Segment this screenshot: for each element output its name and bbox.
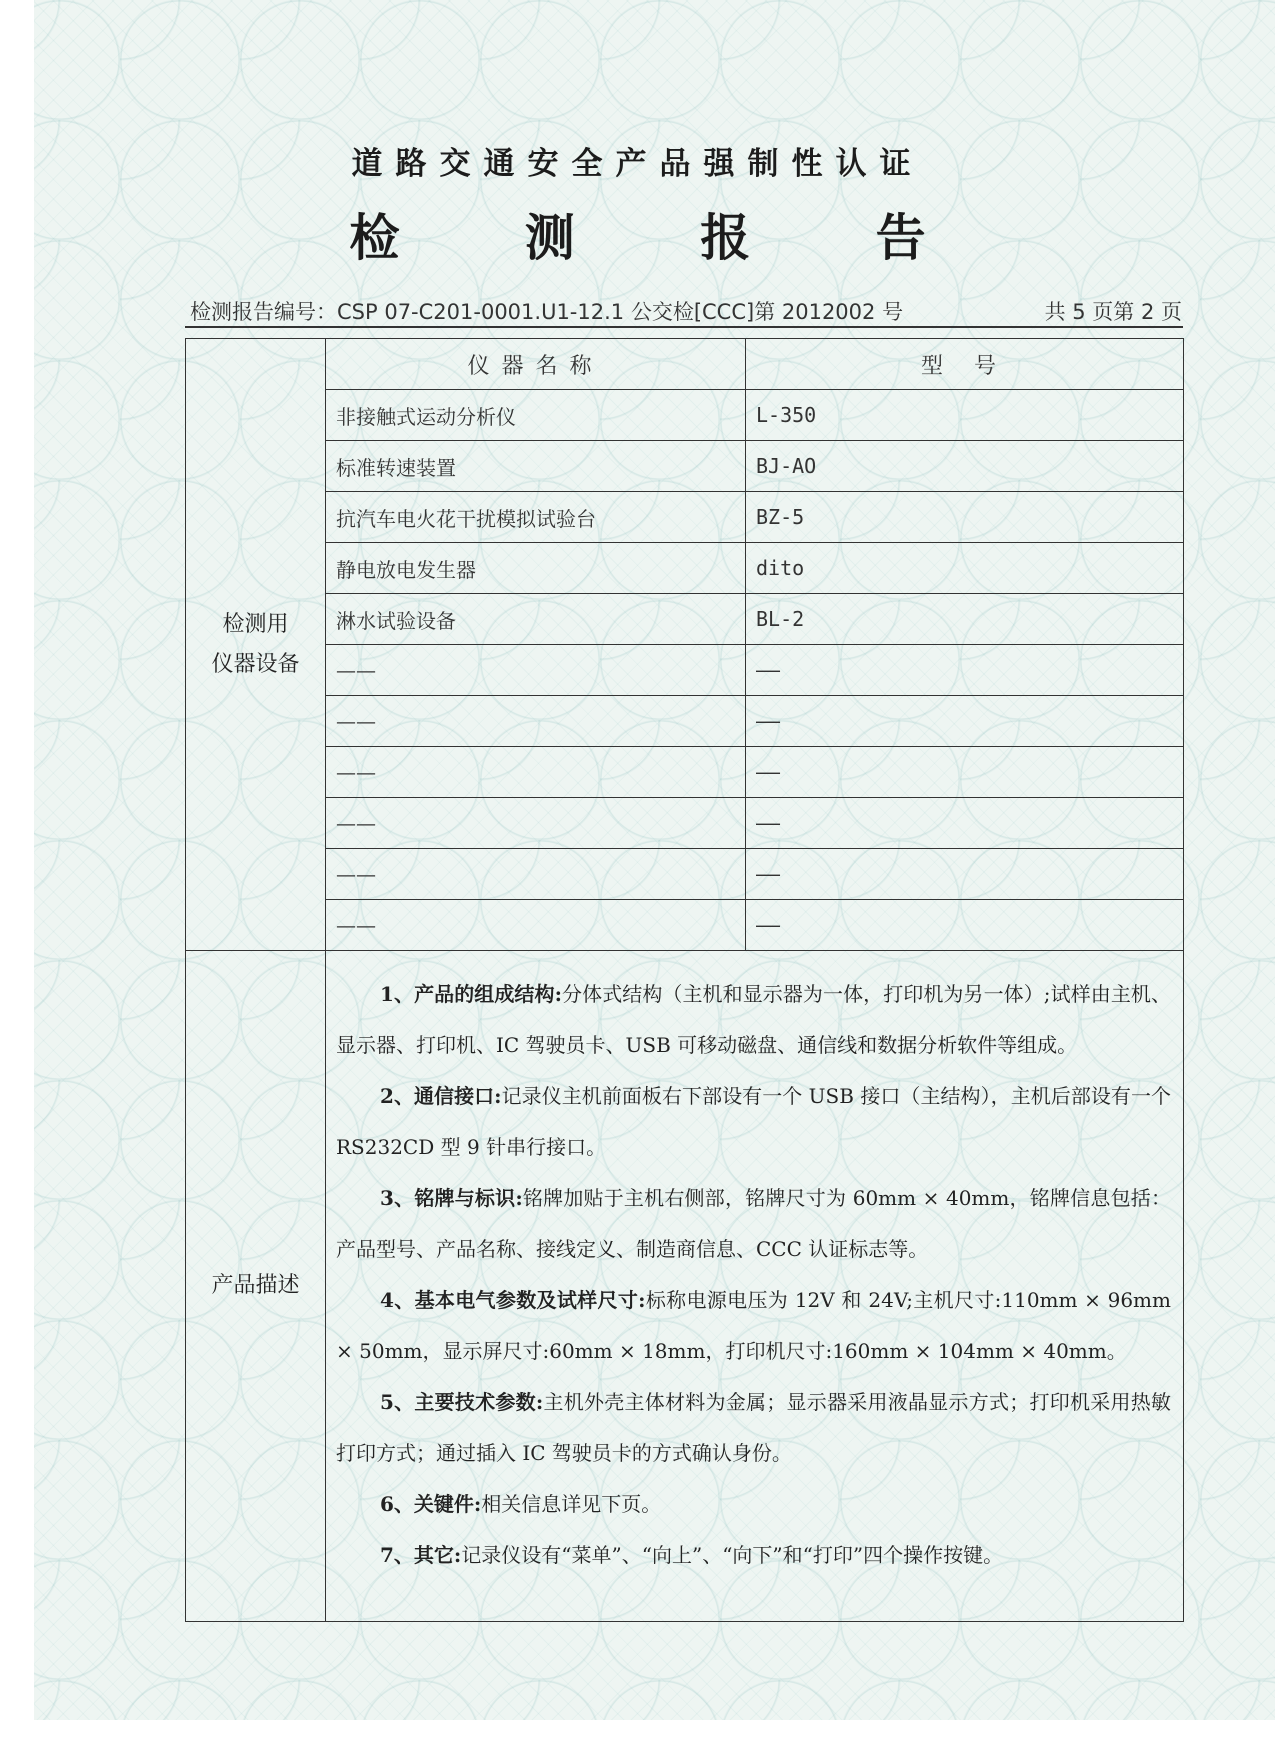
description-item-text: 标称电源电压为 12V 和 24V;主机尺寸:110mm × 96mm × 50mm，显示屏尺寸:60mm × 18mm，打印机尺寸:160mm × 104mm × 40mm。 [336, 1288, 1171, 1363]
equipment-name: —— [326, 900, 746, 951]
certification-title: 道路交通安全产品强制性认证 [351, 146, 924, 182]
equipment-name: 静电放电发生器 [326, 543, 746, 594]
description-item-heading: 7、其它: [380, 1543, 462, 1567]
description-item-text: 分体式结构（主机和显示器为一体，打印机为另一体）;试样由主机、显示器、打印机、IC 驾驶员卡、USB 可移动磁盘、通信线和数据分析软件等组成。 [336, 982, 1171, 1057]
description-item-text: 铭牌加贴于主机右侧部，铭牌尺寸为 60mm × 40mm，铭牌信息包括：产品型号、产品名称、接线定义、制造商信息、CCC 认证标志等。 [336, 1186, 1171, 1261]
equipment-header-row [186, 339, 1184, 390]
equipment-model: BL-2 [746, 594, 1184, 645]
description-item-heading: 3、铭牌与标识: [380, 1186, 523, 1210]
equipment-model: —— [746, 798, 1184, 849]
equipment-model: BJ-AO [746, 441, 1184, 492]
description-item [336, 1530, 1171, 1581]
equipment-name: —— [326, 696, 746, 747]
description-item [336, 1071, 1171, 1173]
equipment-row [186, 492, 1184, 543]
equipment-name: 非接触式运动分析仪 [326, 390, 746, 441]
description-item-text: 记录仪主机前面板右下部设有一个 USB 接口（主结构），主机后部设有一个 RS232CD 型 9 针串行接口。 [336, 1084, 1172, 1159]
equipment-name: 标准转速装置 [326, 441, 746, 492]
description-item-heading: 1、产品的组成结构: [380, 982, 562, 1006]
description-section-label: 产品描述 [186, 951, 326, 1622]
equipment-row [186, 696, 1184, 747]
description-item-heading: 2、通信接口: [380, 1084, 502, 1108]
description-item-text: 记录仪设有“菜单”、“向上”、“向下”和“打印”四个操作按键。 [461, 1543, 1004, 1567]
equipment-row [186, 645, 1184, 696]
description-item-text: 主机外壳主体材料为金属；显示器采用液晶显示方式；打印机采用热敏打印方式；通过插入 IC 驾驶员卡的方式确认身份。 [336, 1390, 1171, 1465]
description-item [336, 1377, 1171, 1479]
equipment-section-label [186, 339, 326, 951]
equipment-name: —— [326, 747, 746, 798]
equipment-model: BZ-5 [746, 492, 1184, 543]
equipment-row [186, 543, 1184, 594]
report-table [185, 338, 1184, 1622]
header-rule [185, 326, 1183, 328]
equipment-row [186, 390, 1184, 441]
description-content [326, 951, 1184, 1622]
equipment-row [186, 594, 1184, 645]
page-indicator: 共 5 页第 2 页 [1044, 300, 1182, 324]
description-item [336, 1173, 1171, 1275]
equipment-row [186, 798, 1184, 849]
description-item-heading: 4、基本电气参数及试样尺寸: [380, 1288, 646, 1312]
equipment-name: —— [326, 849, 746, 900]
description-item-text: 相关信息详见下页。 [481, 1492, 662, 1516]
equipment-row [186, 900, 1184, 951]
equipment-model: —— [746, 849, 1184, 900]
equipment-row [186, 441, 1184, 492]
equipment-label-line2: 仪器设备 [211, 651, 300, 677]
description-row [186, 951, 1184, 1622]
equipment-name: —— [326, 645, 746, 696]
equipment-model: —— [746, 747, 1184, 798]
description-item [336, 1479, 1171, 1530]
equipment-name: 抗汽车电火花干扰模拟试验台 [326, 492, 746, 543]
equipment-name: 淋水试验设备 [326, 594, 746, 645]
equipment-model: —— [746, 645, 1184, 696]
description-item-heading: 5、主要技术参数: [380, 1390, 544, 1414]
col-header-model: 型 号 [746, 339, 1184, 390]
equipment-model: L-350 [746, 390, 1184, 441]
scan-margin-bottom [0, 1720, 1275, 1750]
equipment-label-line1: 检测用 [222, 611, 289, 637]
description-item [336, 969, 1171, 1071]
equipment-row [186, 747, 1184, 798]
report-number: 检测报告编号：CSP 07-C201-0001.U1-12.1 公交检[CCC]第 2012002 号 [190, 300, 904, 324]
description-item-heading: 6、关键件: [380, 1492, 482, 1516]
col-header-name: 仪器名称 [326, 339, 746, 390]
equipment-model: —— [746, 900, 1184, 951]
equipment-model: —— [746, 696, 1184, 747]
report-title: 检 测 报 告 [349, 208, 980, 267]
equipment-model: dito [746, 543, 1184, 594]
description-item [336, 1275, 1171, 1377]
equipment-name: —— [326, 798, 746, 849]
equipment-row [186, 849, 1184, 900]
